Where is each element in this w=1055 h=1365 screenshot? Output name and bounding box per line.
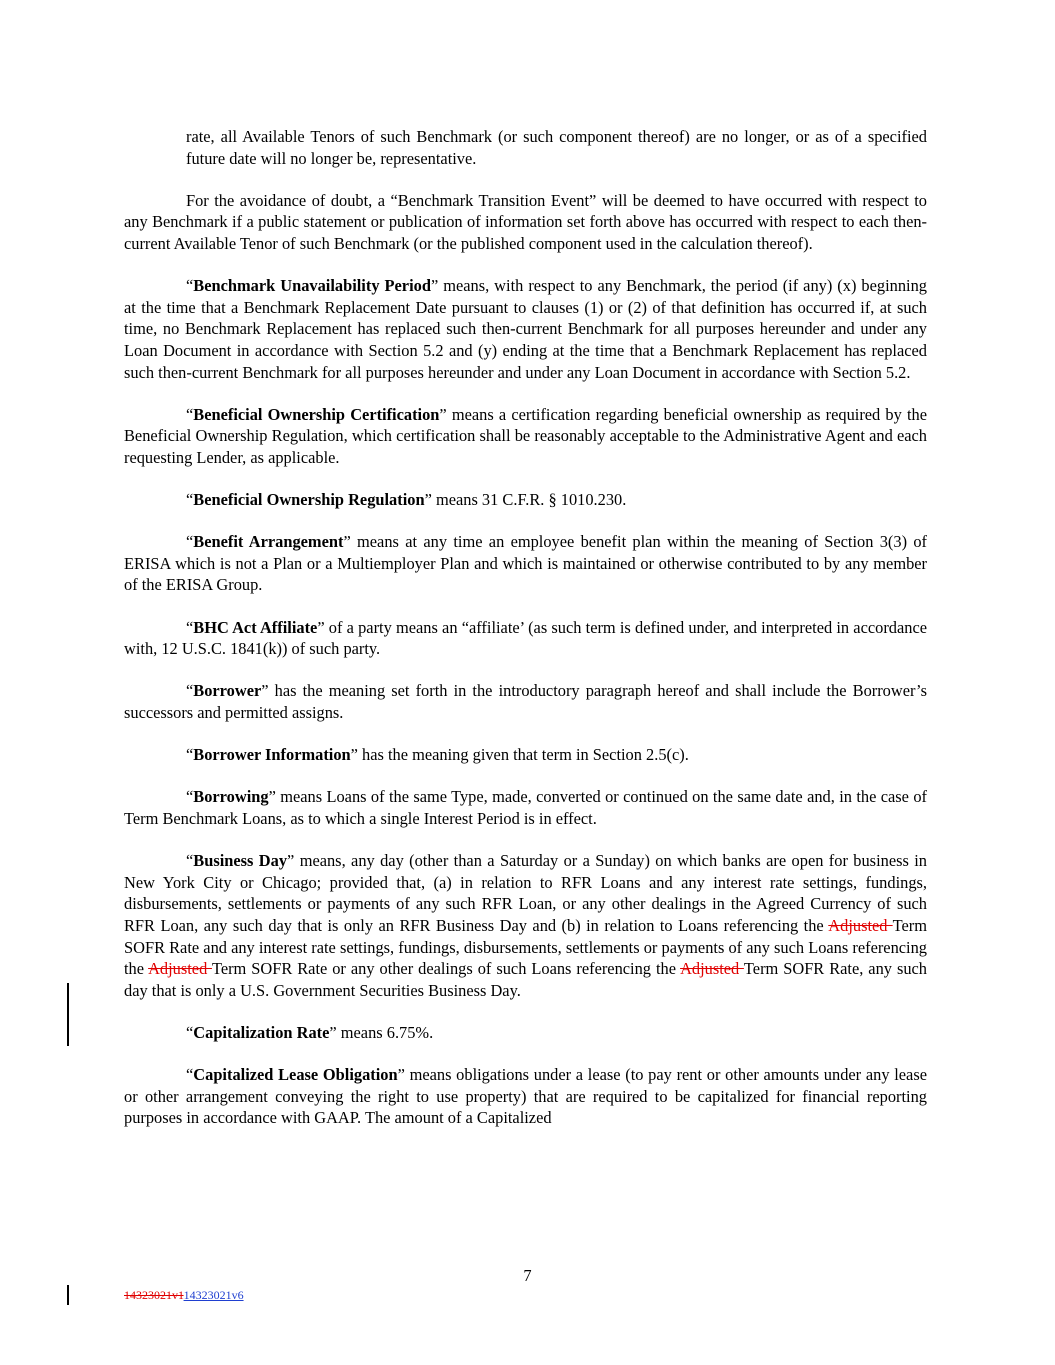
definition-business-day: “Business Day” means, any day (other than a Saturday or a Sunday) on which banks are open for business in New York City or Chicago; provided that, (a) in relation to RFR Loans and any interest rate settings, fundings, disbursements, settlements or payments of any such RFR Loan, or any other dealings in the Agreed Currency of such RFR Loan, any such day that is only an RFR Business Day and (b) in relation to Loans referencing the Adjusted Term SOFR Rate and any interest rate settings, fundings, disbursements, settlements or payments of any such Loans referencing the Adjusted Term SOFR Rate or any other dealings of such Loans referencing the Adjusted Term SOFR Rate, any such day that is only a U.S. Government Securities Business Day. xyxy=(124,851,927,1000)
deleted-text: Adjusted xyxy=(148,959,212,979)
paragraph-benchmark-transition-cont: rate, all Available Tenors of such Benchmark (or such component thereof) are no longer, or as of a specified future date will no longer be, representative. xyxy=(186,127,927,168)
document-id-inserted: 14323021v6 xyxy=(183,1288,244,1302)
defined-term: Borrower Information xyxy=(193,745,351,765)
page-number: 7 xyxy=(523,1266,532,1285)
definition-capitalized-lease-obligation: “Capitalized Lease Obligation” means obligations under a lease (to pay rent or other amounts under any lease or other arrangement conveying the right to use property) that are required to be capitalized for financial reporting purposes in accordance with GAAP. The amount of a Capitalized xyxy=(124,1065,927,1128)
defined-term: Beneficial Ownership Certification xyxy=(193,404,440,424)
deleted-text: Adjusted xyxy=(828,915,893,935)
page-body xyxy=(124,126,927,1150)
definition-bhc-act-affiliate: “BHC Act Affiliate” of a party means an “affiliate’ (as such term is defined under, and interpreted in accordance with, 12 U.S.C. 1841(k)) of such party. xyxy=(124,617,928,659)
defined-term: Beneficial Ownership Regulation xyxy=(193,490,425,510)
definition-beneficial-ownership-regulation: “Beneficial Ownership Regulation” means 31 C.F.R. § 1010.230. xyxy=(186,490,627,510)
change-bar xyxy=(67,983,69,1046)
defined-term: BHC Act Affiliate xyxy=(193,617,318,637)
definition-benchmark-unavailability-period: “Benchmark Unavailability Period” means, with respect to any Benchmark, the period (if any) (x) beginning at the time that a Benchmark Replacement Date pursuant to clauses (1) or (2) of that definition has occurred if, at such time, no Benchmark Replacement has replaced such then-current Benchmark for all purposes hereunder and under any Loan Document in accordance with Section 5.2 and (y) ending at the time that a Benchmark Replacement has replaced such then-current Benchmark for all purposes hereunder and under any Loan Document in accordance with Section 5.2. xyxy=(124,276,927,382)
definition-borrowing: “Borrowing” means Loans of the same Type, made, converted or continued on the same date and, in the case of Term Benchmark Loans, as to which a single Interest Period is in effect. xyxy=(124,787,927,828)
definition-capitalization-rate: “Capitalization Rate” means 6.75%. xyxy=(186,1022,434,1042)
paragraph-avoidance-of-doubt: For the avoidance of doubt, a “Benchmark Transition Event” will be deemed to have occurred with respect to any Benchmark if a public statement or publication of information set forth above has occurred with respect to each then-current Available Tenor of such Benchmark (or the published component used in the calculation thereof). xyxy=(124,190,927,253)
document-id-deleted: 14323021v1 xyxy=(124,1288,184,1302)
change-bar xyxy=(67,1285,69,1305)
defined-term: Borrower xyxy=(193,681,262,701)
defined-term: Benefit Arrangement xyxy=(193,532,344,552)
definition-borrower: “Borrower” has the meaning set forth in the introductory paragraph hereof and shall include the Borrower’s successors and permitted assigns. xyxy=(124,681,927,723)
defined-term: Capitalization Rate xyxy=(193,1022,330,1042)
defined-term: Benchmark Unavailability Period xyxy=(193,276,431,296)
defined-term: Borrowing xyxy=(193,787,269,807)
deleted-text: Adjusted xyxy=(680,959,744,979)
definition-beneficial-ownership-certification: “Beneficial Ownership Certification” means a certification regarding beneficial ownership as required by the Beneficial Ownership Regulation, which certification shall be reasonably acceptable to the Administrative Agent and each requesting Lender, as applicable. xyxy=(124,404,927,467)
defined-term: Capitalized Lease Obligation xyxy=(193,1065,398,1085)
document-id xyxy=(124,1288,244,1303)
defined-term: Business Day xyxy=(193,851,288,871)
definition-benefit-arrangement: “Benefit Arrangement” means at any time an employee benefit plan within the meaning of Section 3(3) of ERISA which is not a Plan or a Multiemployer Plan and which is maintained or otherwise contributed to by any member of the ERISA Group. xyxy=(124,532,927,595)
definition-borrower-information: “Borrower Information” has the meaning given that term in Section 2.5(c). xyxy=(186,745,689,765)
